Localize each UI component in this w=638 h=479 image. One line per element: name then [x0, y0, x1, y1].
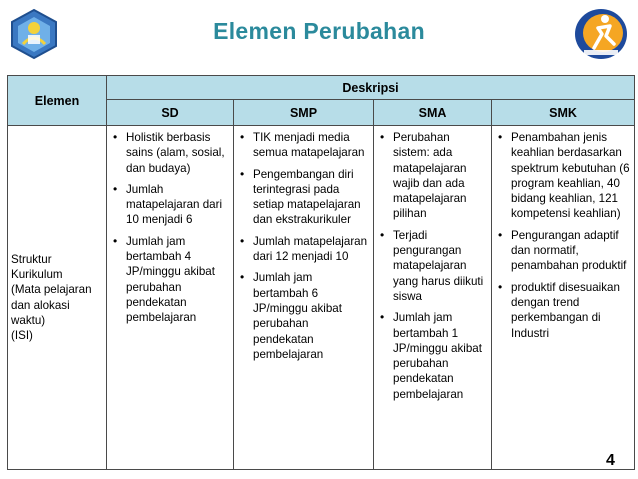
header-deskripsi: Deskripsi	[107, 76, 635, 100]
sd-bullet: • Jumlah matapelajaran dari 10 menjadi 6	[113, 182, 229, 228]
smp-bullet: • Jumlah jam bertambah 6 JP/minggu akibat perubahan pendekatan pembelajaran	[240, 270, 369, 362]
smk-bullet: • Pengurangan adaptif dan normatif, penambahan produktif	[498, 228, 630, 274]
smp-bullet: • Pengembangan diri terintegrasi pada setiap matapelajaran dan ekstrakurikuler	[240, 167, 369, 228]
elemen-line: (Mata pelajaran	[11, 283, 92, 297]
elemen-cell	[8, 126, 107, 470]
smk-cell	[492, 126, 635, 470]
smk-bullet: • produktif disesuaikan dengan trend perkembangan di Industri	[498, 280, 630, 341]
sd-list	[107, 126, 233, 326]
page-title: Elemen Perubahan	[213, 18, 425, 44]
comparison-table	[7, 75, 635, 470]
header-smp: SMP	[234, 100, 374, 126]
header-elemen: Elemen	[8, 76, 107, 126]
smp-bullet: • Jumlah matapelajaran dari 12 menjadi 10	[240, 234, 369, 265]
smk-bullet: • Penambahan jenis keahlian berdasarkan spektrum kebutuhan (6 program keahlian, 40 bidang keahlian, 121 kompetensi keahlian)	[498, 130, 630, 222]
page-number: 4	[606, 452, 615, 469]
smp-cell	[234, 126, 374, 470]
smk-list	[492, 126, 634, 341]
header-sd: SD	[107, 100, 234, 126]
sd-cell	[107, 126, 234, 470]
sma-bullet: • Perubahan sistem: ada matapelajaran wajib dan ada matapelajaran pilihan	[380, 130, 487, 222]
elemen-line: Kurikulum	[11, 267, 63, 281]
header-sma: SMA	[374, 100, 492, 126]
smp-list	[234, 126, 373, 362]
sma-bullet: • Terjadi pengurangan matapelajaran yang harus diikuti siswa	[380, 228, 487, 304]
elemen-line: waktu)	[11, 313, 46, 327]
sma-bullet: • Jumlah jam bertambah 1 JP/minggu akibat perubahan pendekatan pembelajaran	[380, 310, 487, 402]
header-smk: SMK	[492, 100, 635, 126]
sma-list	[374, 126, 491, 402]
elemen-line: Struktur	[11, 252, 52, 266]
sd-bullet: • Jumlah jam bertambah 4 JP/minggu akibat perubahan pendekatan pembelajaran	[113, 234, 229, 326]
sd-bullet: • Holistik berbasis sains (alam, sosial, dan budaya)	[113, 130, 229, 176]
elemen-line: dan alokasi	[11, 298, 70, 312]
smp-bullet: • TIK menjadi media semua matapelajaran	[240, 130, 369, 161]
sma-cell	[374, 126, 492, 470]
elemen-line: (ISI)	[11, 329, 33, 343]
